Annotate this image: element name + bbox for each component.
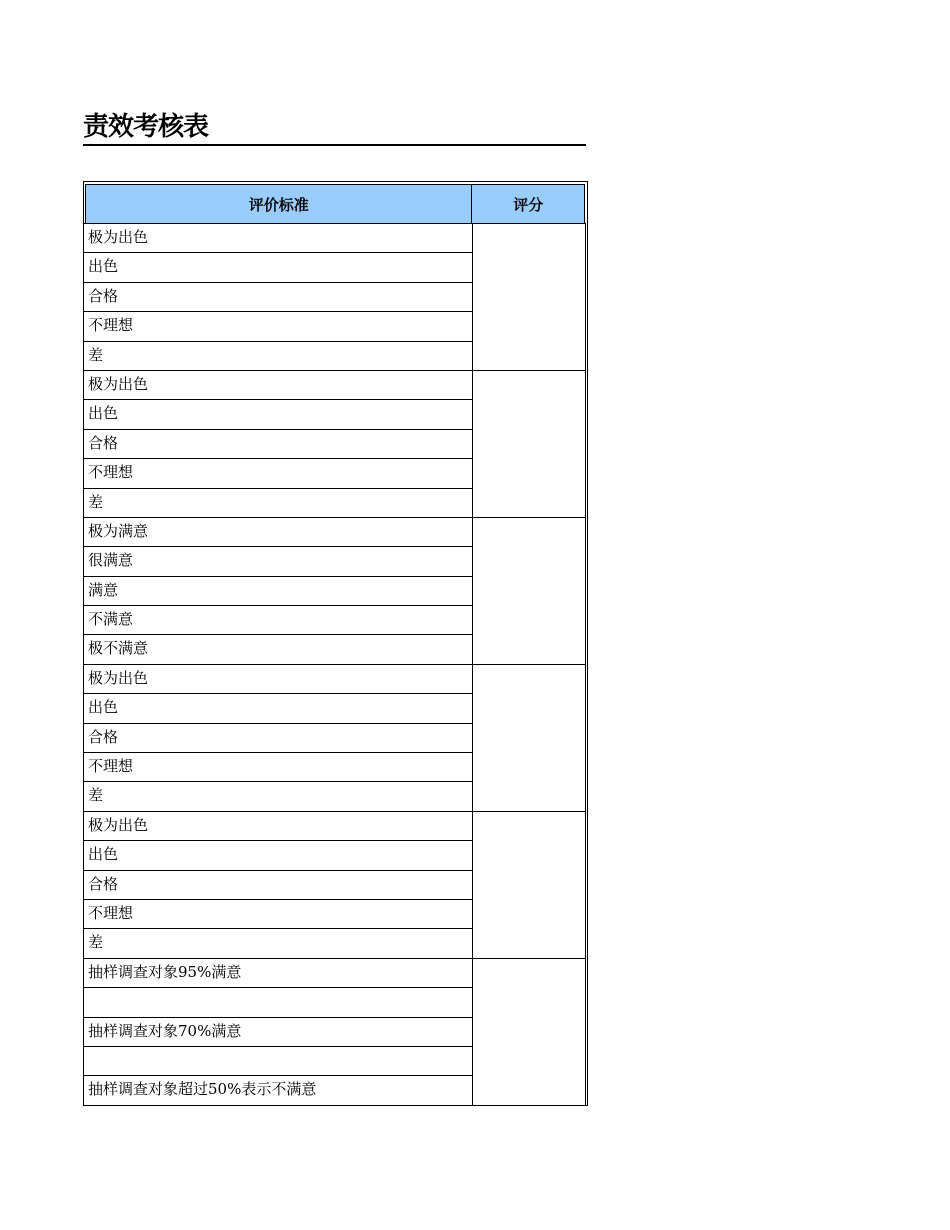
criteria-cell[interactable]: 合格 (84, 282, 472, 311)
criteria-cell[interactable]: 抽样调查对象70%满意 (84, 1017, 472, 1046)
score-cell[interactable] (472, 223, 585, 370)
criteria-cell[interactable]: 极为出色 (84, 664, 472, 693)
criteria-cell[interactable]: 出色 (84, 693, 472, 722)
criteria-cell[interactable]: 差 (84, 781, 472, 810)
criteria-cell[interactable]: 极为出色 (84, 370, 472, 399)
criteria-cell[interactable]: 很满意 (84, 546, 472, 575)
criteria-cell[interactable]: 极不满意 (84, 634, 472, 663)
criteria-cell[interactable]: 合格 (84, 723, 472, 752)
criteria-group-1 (83, 223, 588, 370)
score-cell[interactable] (472, 958, 585, 1105)
criteria-cell[interactable]: 出色 (84, 840, 472, 869)
criteria-cell[interactable] (84, 1046, 472, 1075)
criteria-cell[interactable]: 出色 (84, 252, 472, 281)
criteria-column (83, 811, 472, 958)
criteria-cell[interactable]: 抽样调查对象95%满意 (84, 958, 472, 987)
header-score: 评分 (472, 184, 585, 224)
criteria-cell[interactable]: 抽样调查对象超过50%表示不满意 (84, 1075, 472, 1104)
score-cell[interactable] (472, 517, 585, 664)
criteria-cell[interactable]: 差 (84, 488, 472, 517)
criteria-column (83, 517, 472, 664)
score-cell[interactable] (472, 370, 585, 517)
criteria-cell[interactable]: 出色 (84, 399, 472, 428)
table-bottom-border (83, 1105, 588, 1106)
criteria-column (83, 958, 472, 1105)
page-title: 责效考核表 (83, 112, 209, 142)
criteria-group-6 (83, 958, 588, 1105)
title-underline (83, 144, 586, 146)
criteria-column (83, 223, 472, 370)
criteria-cell[interactable]: 满意 (84, 576, 472, 605)
criteria-cell[interactable]: 极为出色 (84, 811, 472, 840)
criteria-cell[interactable]: 差 (84, 928, 472, 957)
criteria-column (83, 664, 472, 811)
header-criteria: 评价标准 (85, 184, 472, 224)
criteria-column (83, 370, 472, 517)
table-header (83, 181, 588, 223)
criteria-cell[interactable]: 不理想 (84, 311, 472, 340)
score-cell[interactable] (472, 811, 585, 958)
criteria-group-5 (83, 811, 588, 958)
criteria-group-4 (83, 664, 588, 811)
criteria-cell[interactable]: 不理想 (84, 458, 472, 487)
criteria-cell[interactable] (84, 987, 472, 1016)
score-cell[interactable] (472, 664, 585, 811)
criteria-cell[interactable]: 不理想 (84, 899, 472, 928)
criteria-cell[interactable]: 不理想 (84, 752, 472, 781)
criteria-cell[interactable]: 合格 (84, 870, 472, 899)
criteria-group-2 (83, 370, 588, 517)
criteria-cell[interactable]: 差 (84, 341, 472, 370)
evaluation-table (83, 181, 588, 1106)
criteria-cell[interactable]: 不满意 (84, 605, 472, 634)
criteria-cell[interactable]: 合格 (84, 429, 472, 458)
criteria-cell[interactable]: 极为满意 (84, 517, 472, 546)
criteria-cell[interactable]: 极为出色 (84, 223, 472, 252)
criteria-group-3 (83, 517, 588, 664)
